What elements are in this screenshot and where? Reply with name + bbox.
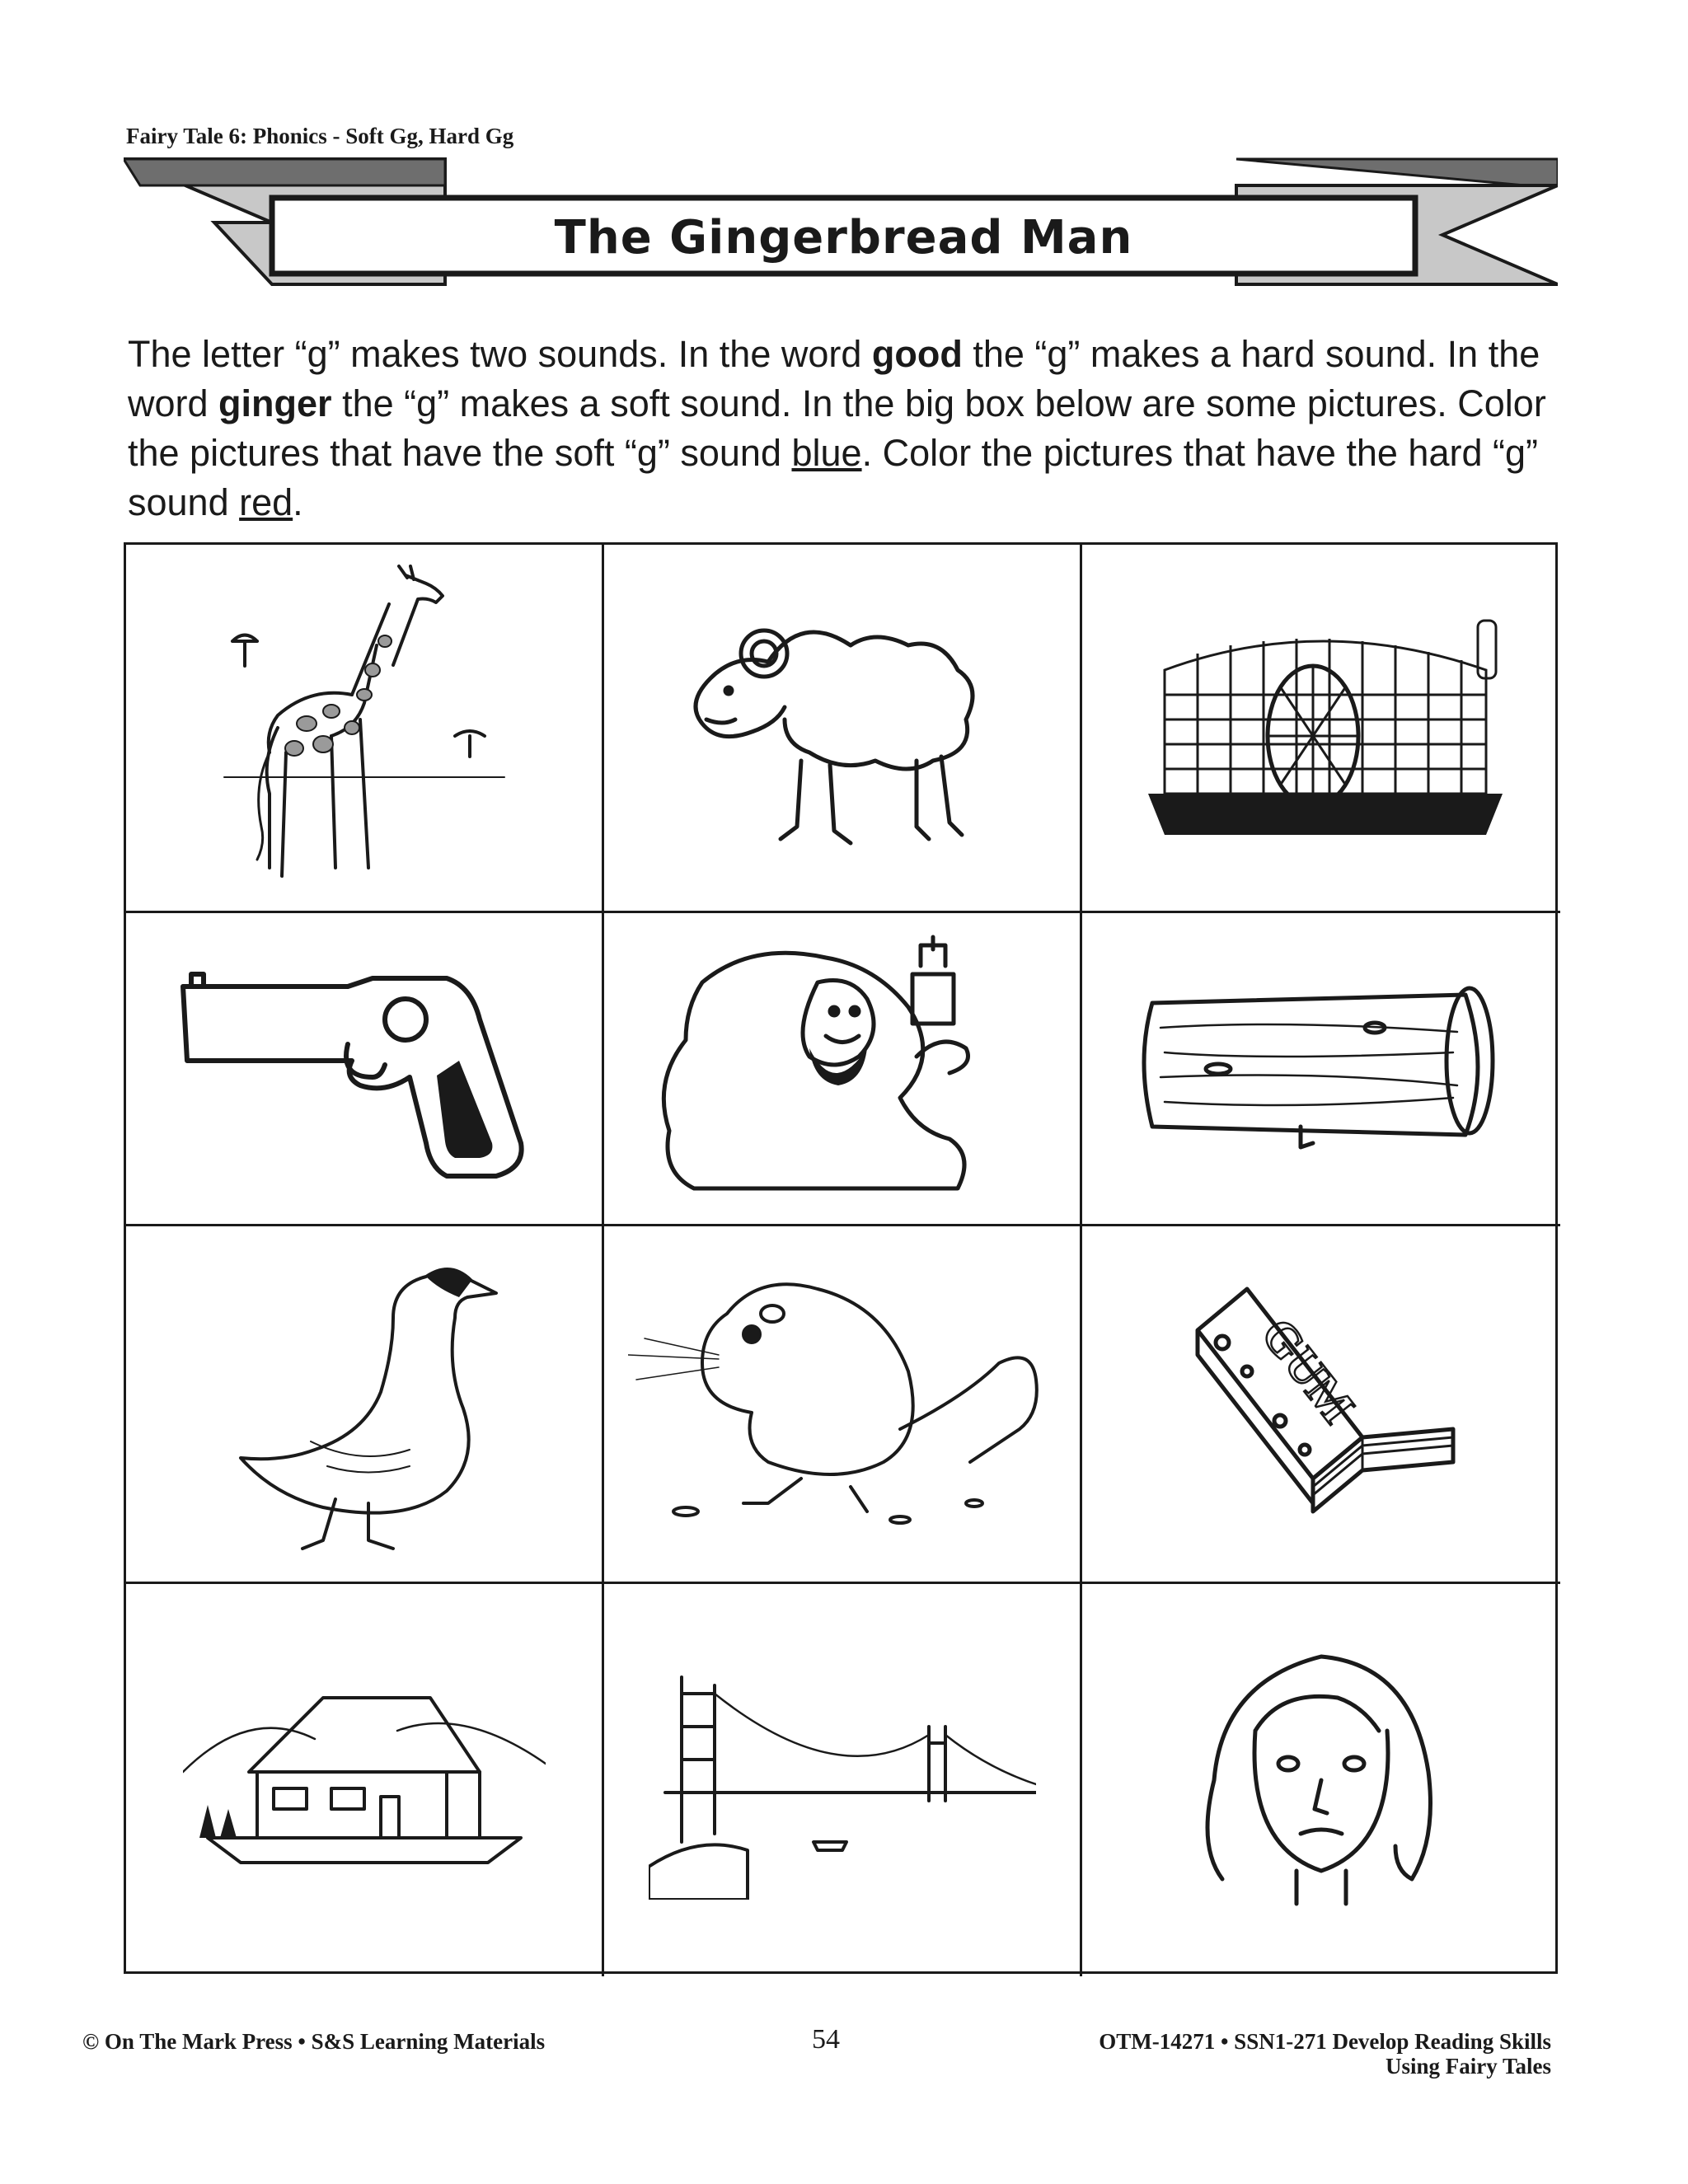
picture-grid — [124, 542, 1558, 1974]
footer-product-info — [1099, 2029, 1551, 2079]
log-icon — [1128, 970, 1515, 1168]
gun-icon — [175, 954, 554, 1184]
giraffe-icon — [216, 563, 513, 893]
picture-cell-giraffe[interactable] — [126, 545, 604, 913]
bridge-icon — [649, 1661, 1036, 1900]
hamster-cage-icon — [1132, 604, 1511, 851]
picture-cell-bridge[interactable] — [604, 1584, 1082, 1976]
picture-cell-ram[interactable] — [604, 545, 1082, 913]
word-blue: blue — [791, 432, 862, 474]
instructions-text: . Color the pictures that have the hard “g” sound — [128, 432, 1538, 523]
instructions-text: the “g” makes a soft sound. In the big box below are some pictures. Color the pictures that have the soft “g” sound — [128, 382, 1546, 474]
picture-cell-giant[interactable] — [604, 913, 1082, 1226]
gum-wrapper-label: GUM — [1250, 1307, 1366, 1433]
picture-cell-goose[interactable] — [126, 1226, 604, 1584]
footer-copyright: © On The Mark Press • S&S Learning Materials — [82, 2029, 546, 2054]
giant-icon — [653, 933, 1032, 1205]
house-icon — [183, 1673, 546, 1887]
footer-product-line1: OTM-14271 • SSN1-271 Develop Reading Skills — [1099, 2029, 1551, 2054]
gerbil-icon — [628, 1264, 1057, 1544]
page-title: The Gingerbread Man — [554, 210, 1133, 265]
picture-cell-gum[interactable] — [1082, 1226, 1560, 1584]
instructions-paragraph — [128, 330, 1562, 527]
picture-cell-gun[interactable] — [126, 913, 604, 1226]
word-ginger: ginger — [218, 382, 332, 424]
word-red: red — [239, 481, 293, 523]
picture-cell-log[interactable] — [1082, 913, 1560, 1226]
gum-icon — [1181, 1264, 1461, 1544]
footer-product-line2: Using Fairy Tales — [1385, 2054, 1551, 2079]
picture-cell-house[interactable] — [126, 1584, 604, 1976]
goose-icon — [228, 1252, 500, 1557]
page-number: 54 — [812, 2024, 840, 2055]
picture-cell-hamster-cage[interactable] — [1082, 545, 1560, 913]
instructions-text: . — [293, 481, 303, 523]
instructions-text: the “g” makes a hard sound. In the word — [128, 333, 1540, 424]
instructions-text: The letter “g” makes two sounds. In the word — [128, 333, 872, 375]
picture-cell-girl[interactable] — [1082, 1584, 1560, 1976]
girl-icon — [1189, 1632, 1453, 1929]
word-good: good — [871, 333, 963, 375]
section-label: Fairy Tale 6: Phonics - Soft Gg, Hard Gg — [126, 124, 514, 148]
ram-icon — [678, 596, 1007, 860]
picture-cell-gerbil[interactable] — [604, 1226, 1082, 1584]
